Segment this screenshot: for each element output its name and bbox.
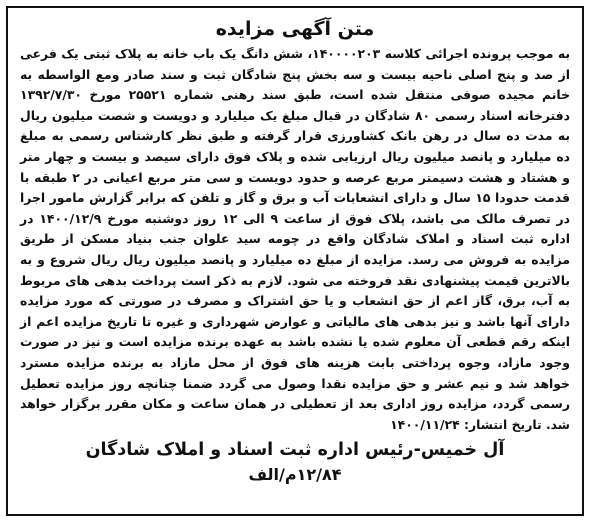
notice-title: متن آگهی مزایده [215,18,375,40]
notice-code: ۱۲/۸۴م/الف [248,465,342,485]
notice-body: به موجب پرونده اجرائی کلاسه ۱۴۰۰۰۰۲۰۳، شش دانگ یک باب خانه به پلاک ثبتی یک فرعی از صد و پنج اصلی ناحیه بیست و سه بخش پنج شادگان ثبت و سند صادر ومع الواسطه به خانم مجیده صوفی منتقل شده است، طبق سند رهنی شماره ۲۵۵۲۱ مورخ ۱۳۹۲/۷/۳۰ دفترخانه اسناد رسمی ۸۰ شادگان در قبال مبلغ یک میلیارد و دویست و شصت میلیون ریال به مدت ده سال در رهن بانک کشاورزی قرار گرفته و طبق نظر کارشناس رسمی به مبلغ ده میلیارد و پانصد میلیون ریال ارزیابی شده و پلاک فوق دارای سیصد و بیست و چهار متر و هشتاد و هشت دسیمتر مربع عرصه و حدود دویست و سی متر مربع اعیانی در ۲ طبقه با قدمت حدودا ۱۵ سال و دارای انشعابات آب و برق و گاز و تلفن که برابر گزارش مامور اجرا در تصرف مالک می باشد، پلاک فوق از ساعت ۹ الی ۱۲ روز دوشنبه مورخ ۱۴۰۰/۱۲/۹ در اداره ثبت اسناد و املاک شادگان واقع در چومه سید علوان جنب بنیاد مسکن از طریق مزایده به فروش می رسد. مزایده از مبلغ ده میلیارد و پانصد میلیون ریال ریال شروع و به بالاترین قیمت پیشنهادی نقد فروخته می شود. لازم به ذکر است پرداخت بدهی های مربوط به آب، برق، گاز اعم از حق انشعاب و یا حق اشتراک و مصرف در صورتی که مورد مزایده دارای آنها باشد و نیز بدهی های مالیاتی و عوارض شهرداری و غیره تا تاریخ مزایده اعم از اینکه رقم قطعی آن معلوم شده یا نشده باشد به عهده برنده مزایده است و نیز در صورت وجود مازاد، وجوه پرداختی بابت هزینه های فوق از محل مازاد به برنده مزایده مسترد خواهد شد و نیم عشر و حق مزایده نقدا وصول می گردد ضمنا چنانچه روز مزایده تعطیل رسمی گردد، مزایده روز اداری بعد از تعطیلی در همان ساعت و مکان مقرر برگزار خواهد شد. تاریخ انتشار: ۱۴۰۰/۱۱/۲۴ [20,46,571,432]
notice-frame [6,6,584,516]
notice-signature: آل خمیس-رئیس اداره ثبت اسناد و املاک شادگان [85,440,505,461]
